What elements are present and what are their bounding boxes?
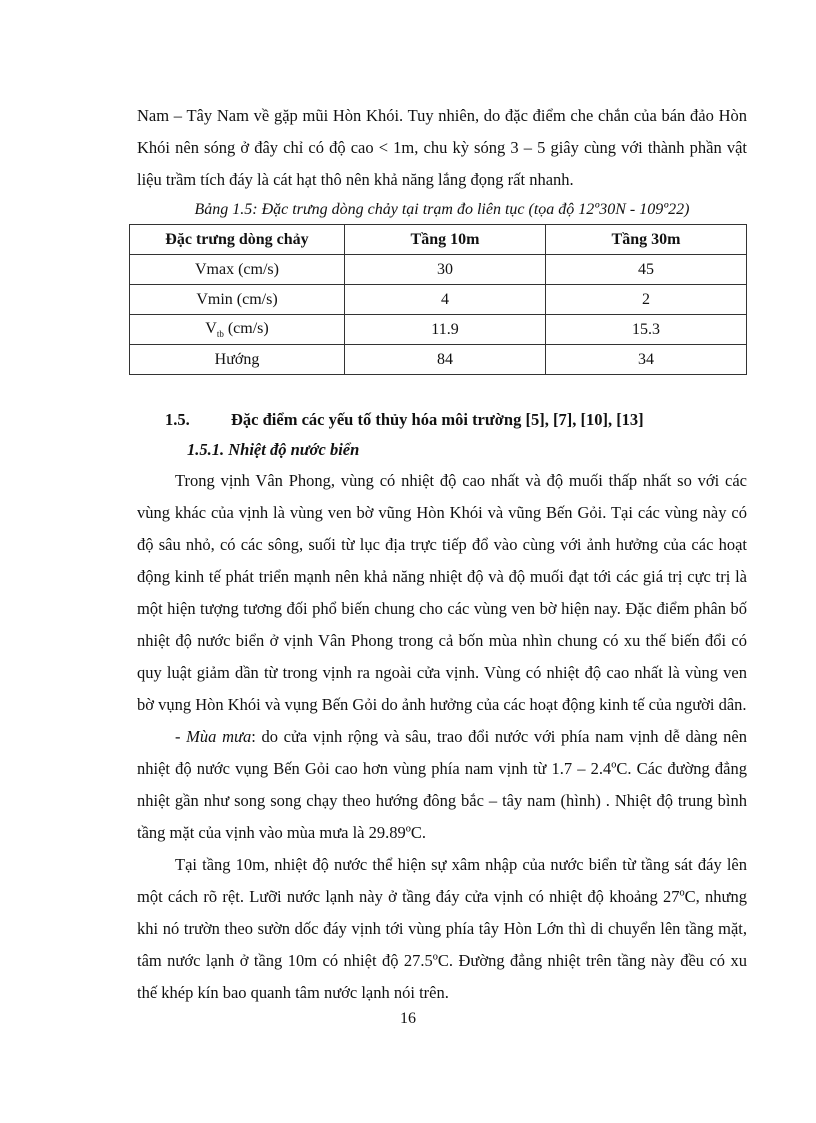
table-header-row: [130, 225, 747, 255]
header-characteristic: Đặc trưng dòng chảy: [130, 225, 345, 255]
cell-10m: 11.9: [345, 315, 546, 345]
cell-30m: 2: [546, 285, 747, 315]
rainy-season-lead: - Mùa mưa: [175, 727, 252, 746]
row-label: Hướng: [130, 345, 345, 375]
row-label-subscript: tb: [216, 329, 224, 340]
paragraph-layer-10m: Tại tầng 10m, nhiệt độ nước thể hiện sự xâm nhập của nước biển từ tầng sát đáy lên một cách rõ rệt. Lưỡi nước lạnh này ở tầng đáy cửa vịnh có nhiệt độ khoảng 27ºC, nhưng khi nó trườn theo sườn dốc đáy vịnh tới vùng phía tây Hòn Lớn thì di chuyển lên tầng mặt, tâm nước lạnh ở tầng 10m có nhiệt độ 27.5ºC. Đường đẳng nhiệt trên tầng này đều có xu thế khép kín bao quanh tâm nước lạnh nói trên.: [137, 855, 747, 1002]
row-label: Vmin (cm/s): [130, 285, 345, 315]
cell-10m: 30: [345, 255, 546, 285]
section-heading: [137, 405, 747, 435]
cell-30m: 15.3: [546, 315, 747, 345]
row-label: Vmax (cm/s): [130, 255, 345, 285]
table-row: [130, 255, 747, 285]
header-layer-10m: Tầng 10m: [345, 225, 546, 255]
table-caption: Bảng 1.5: Đặc trưng dòng chảy tại trạm đo liên tục (tọa độ 12º30N - 109º22): [194, 201, 690, 218]
subsection-heading: 1.5.1. Nhiệt độ nước biển: [187, 440, 360, 459]
paragraph-rainy-season: [137, 721, 747, 849]
paragraph-sea-temperature: Trong vịnh Vân Phong, vùng có nhiệt độ cao nhất và độ muối thấp nhất so với các vùng khác của vịnh là vùng ven bờ vũng Hòn Khói và vũng Bến Gỏi. Tại các vùng này có độ sâu nhỏ, có các sông, suối từ lục địa trực tiếp đổ vào cùng với ảnh hưởng của các hoạt động kinh tế phát triển mạnh nên khả năng nhiệt độ và độ muối đạt tới các giá trị cực trị là một hiện tượng tương đối phổ biến chung cho các vùng ven bờ hiện nay. Đặc điểm phân bố nhiệt độ nước biển ở vịnh Vân Phong trong cả bốn mùa nhìn chung có xu thế biến đổi có quy luật giảm dần từ trong vịnh ra ngoài cửa vịnh. Vùng có nhiệt độ cao nhất là vùng ven bờ vụng Hòn Khói và vụng Bến Gỏi do ảnh hưởng của các hoạt động kinh tế của người dân.: [137, 471, 747, 714]
page-body: [137, 100, 747, 1009]
page-number: 16: [400, 1010, 416, 1027]
intro-paragraph: Nam – Tây Nam về gặp mũi Hòn Khói. Tuy nhiên, do đặc điểm che chắn của bán đảo Hòn Khói nên sóng ở đây chỉ có độ cao < 1m, chu kỳ sóng 3 – 5 giây cùng với thành phần vật liệu trầm tích đáy là cát hạt thô nên khả năng lắng đọng rất nhanh.: [137, 106, 747, 189]
section-number: 1.5.: [165, 410, 190, 429]
row-label-main: V: [205, 319, 217, 337]
table-row: [130, 285, 747, 315]
header-layer-30m: Tầng 30m: [546, 225, 747, 255]
table-row: [130, 345, 747, 375]
rainy-season-text: : do cửa vịnh rộng và sâu, trao đổi nước với phía nam vịnh dễ dàng nên nhiệt độ nước vụng Bến Gỏi cao hơn vùng phía nam vịnh từ 1.7 – 2.4ºC. Các đường đẳng nhiệt gần như song song chạy theo hướng đông bắc – tây nam (hình) . Nhiệt độ trung bình tầng mặt của vịnh vào mùa mưa là 29.89ºC.: [137, 727, 748, 842]
row-label-unit: (cm/s): [223, 319, 269, 337]
cell-30m: 45: [546, 255, 747, 285]
current-characteristics-table: [129, 224, 747, 375]
cell-10m: 84: [345, 345, 546, 375]
cell-30m: 34: [546, 345, 747, 375]
section-title: Đặc điểm các yếu tố thủy hóa môi trường [5], [7], [10], [13]: [231, 410, 644, 429]
cell-10m: 4: [345, 285, 546, 315]
table-row: [130, 315, 747, 345]
row-label: [130, 315, 345, 345]
